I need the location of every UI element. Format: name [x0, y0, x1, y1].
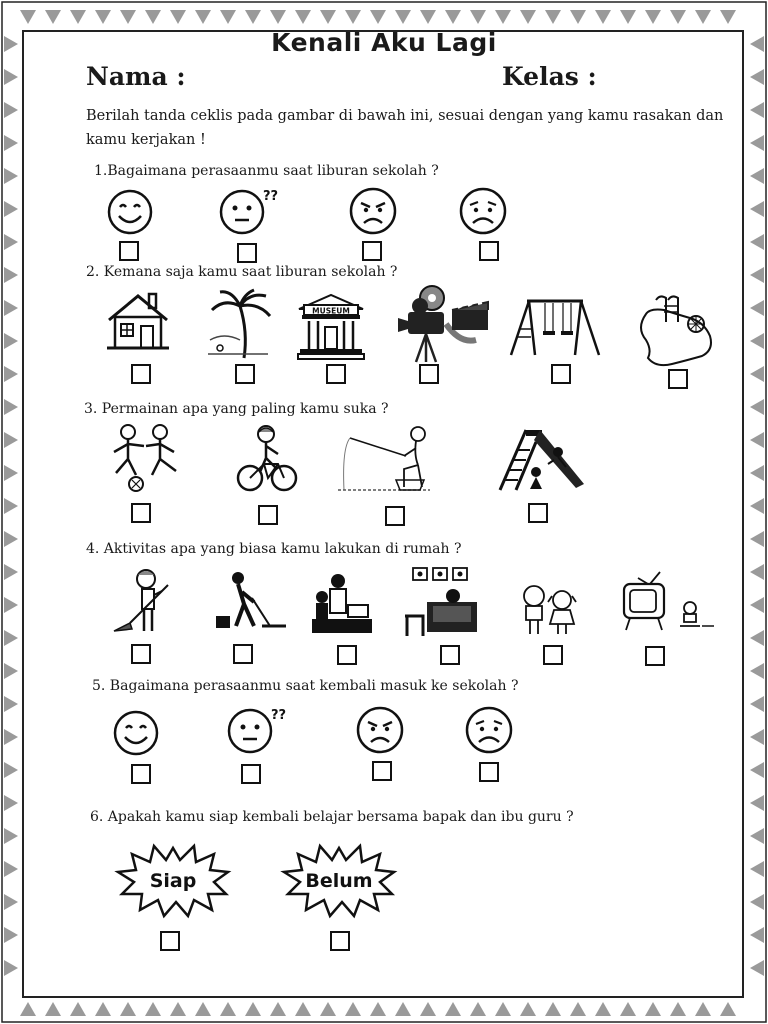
border-triangle	[95, 1002, 111, 1016]
border-triangle	[420, 1002, 436, 1016]
q3-checkbox-fishing[interactable]	[385, 506, 405, 526]
question-1: 1.Bagaimana perasaanmu saat liburan sekolah ?	[94, 163, 439, 179]
border-triangle	[4, 135, 18, 151]
q1-checkbox-sad[interactable]	[479, 241, 499, 261]
border-triangle	[620, 1002, 636, 1016]
border-triangle	[750, 696, 764, 712]
border-triangle	[270, 1002, 286, 1016]
swimming-pool-icon	[634, 292, 716, 370]
border-triangle	[750, 828, 764, 844]
border-triangle	[370, 1002, 386, 1016]
border-triangle	[220, 1002, 236, 1016]
border-triangle	[595, 10, 611, 24]
border-triangle	[620, 10, 636, 24]
border-triangle	[750, 201, 764, 217]
border-triangle	[320, 10, 336, 24]
border-triangle	[750, 102, 764, 118]
border-triangle	[120, 1002, 136, 1016]
border-triangle	[420, 10, 436, 24]
border-triangle	[4, 432, 18, 448]
confused-face-icon	[218, 186, 284, 236]
relaxing-icon	[403, 566, 481, 640]
border-triangle	[270, 10, 286, 24]
border-triangle	[750, 564, 764, 580]
not-yet-burst-icon	[280, 840, 398, 920]
border-triangle	[670, 1002, 686, 1016]
border-triangle	[170, 10, 186, 24]
border-triangle	[4, 69, 18, 85]
question-2: 2. Kemana saja kamu saat liburan sekolah ?	[86, 264, 398, 280]
name-label: Nama :	[86, 62, 186, 91]
border-triangle	[750, 960, 764, 976]
border-triangle	[4, 102, 18, 118]
border-triangle	[395, 10, 411, 24]
svg-text:MUSEUM: MUSEUM	[312, 306, 350, 316]
border-triangle	[4, 465, 18, 481]
border-triangle	[4, 795, 18, 811]
border-triangle	[750, 663, 764, 679]
border-triangle	[750, 69, 764, 85]
border-triangle	[4, 762, 18, 778]
q3-checkbox-slide[interactable]	[528, 503, 548, 523]
border-triangle	[4, 960, 18, 976]
border-triangle	[4, 300, 18, 316]
q3-checkbox-bicycle[interactable]	[258, 505, 278, 525]
q2-checkbox-museum[interactable]	[326, 364, 346, 384]
border-triangle	[4, 564, 18, 580]
svg-text:??: ??	[263, 189, 279, 204]
border-triangle	[545, 10, 561, 24]
border-triangle	[320, 1002, 336, 1016]
slide-icon	[496, 422, 588, 492]
q2-checkbox-pool[interactable]	[668, 369, 688, 389]
border-triangle	[750, 729, 764, 745]
question-4: 4. Aktivitas apa yang biasa kamu lakukan di rumah ?	[86, 541, 462, 557]
q2-checkbox-swing[interactable]	[551, 364, 571, 384]
border-triangle	[750, 927, 764, 943]
border-triangle	[470, 10, 486, 24]
border-triangle	[145, 10, 161, 24]
q1-checkbox-confused[interactable]	[237, 243, 257, 263]
q5-checkbox-angry[interactable]	[372, 761, 392, 781]
worksheet-title: Kenali Aku Lagi	[271, 28, 497, 57]
border-triangle	[750, 630, 764, 646]
border-triangle	[520, 1002, 536, 1016]
border-triangle	[445, 10, 461, 24]
border-triangle	[750, 399, 764, 415]
svg-text:??: ??	[271, 708, 287, 723]
border-triangle	[695, 10, 711, 24]
border-triangle	[750, 300, 764, 316]
border-triangle	[4, 201, 18, 217]
sweeping-icon	[110, 567, 172, 635]
q4-checkbox-mopping[interactable]	[233, 644, 253, 664]
q2-checkbox-house[interactable]	[131, 364, 151, 384]
cinema-icon	[396, 284, 492, 364]
border-triangle	[4, 663, 18, 679]
beach-icon	[206, 288, 278, 362]
border-triangle	[750, 894, 764, 910]
q1-checkbox-angry[interactable]	[362, 241, 382, 261]
ready-label: Siap	[149, 870, 197, 892]
border-triangle	[750, 498, 764, 514]
q6-checkbox-not-yet[interactable]	[330, 931, 350, 951]
happy-face-icon	[106, 188, 154, 236]
border-triangle	[4, 828, 18, 844]
border-triangle	[645, 10, 661, 24]
border-triangle	[4, 399, 18, 415]
mopping-icon	[212, 570, 288, 632]
border-triangle	[4, 861, 18, 877]
not-yet-label: Belum	[305, 870, 373, 892]
border-triangle	[750, 135, 764, 151]
border-triangle	[750, 861, 764, 877]
border-triangle	[220, 10, 236, 24]
ready-burst-icon	[114, 840, 232, 920]
q4-checkbox-cooking[interactable]	[337, 645, 357, 665]
tv-icon	[620, 568, 718, 638]
q2-checkbox-cinema[interactable]	[419, 364, 439, 384]
q6-checkbox-ready[interactable]	[160, 931, 180, 951]
border-triangle	[345, 1002, 361, 1016]
border-triangle	[750, 531, 764, 547]
question-6: 6. Apakah kamu siap kembali belajar bersama bapak dan ibu guru ?	[90, 809, 574, 825]
border-triangle	[145, 1002, 161, 1016]
border-triangle	[750, 366, 764, 382]
border-triangle	[720, 10, 736, 24]
border-triangle	[295, 10, 311, 24]
border-triangle	[750, 762, 764, 778]
border-triangle	[70, 1002, 86, 1016]
border-triangle	[495, 1002, 511, 1016]
border-triangle	[45, 10, 61, 24]
border-triangle	[670, 10, 686, 24]
border-triangle	[545, 1002, 561, 1016]
border-triangle	[570, 10, 586, 24]
border-triangle	[750, 597, 764, 613]
border-triangle	[20, 1002, 36, 1016]
q1-checkbox-happy[interactable]	[119, 241, 139, 261]
border-triangle	[195, 1002, 211, 1016]
border-triangle	[4, 894, 18, 910]
border-triangle	[750, 168, 764, 184]
cooking-icon	[310, 573, 374, 635]
border-triangle	[4, 729, 18, 745]
border-triangle	[645, 1002, 661, 1016]
border-triangle	[245, 1002, 261, 1016]
border-triangle	[4, 597, 18, 613]
border-triangle	[170, 1002, 186, 1016]
q3-checkbox-football[interactable]	[131, 503, 151, 523]
border-triangle	[4, 531, 18, 547]
border-triangle	[750, 267, 764, 283]
instruction-text: Berilah tanda ceklis pada gambar di bawah ini, sesuai dengan yang kamu rasakan dan kamu kerjakan !	[86, 108, 724, 148]
bicycle-icon	[236, 424, 298, 494]
q4-checkbox-tv[interactable]	[645, 646, 665, 666]
border-triangle	[570, 1002, 586, 1016]
border-triangle	[750, 795, 764, 811]
border-triangle	[470, 1002, 486, 1016]
q2-checkbox-beach[interactable]	[235, 364, 255, 384]
border-triangle	[4, 168, 18, 184]
q4-checkbox-sweeping[interactable]	[131, 644, 151, 664]
border-triangle	[195, 10, 211, 24]
border-triangle	[20, 10, 36, 24]
q5-checkbox-confused[interactable]	[241, 764, 261, 784]
angry-face-icon	[355, 705, 405, 755]
border-triangle	[750, 333, 764, 349]
sad-face-icon	[464, 705, 514, 755]
sad-face-icon	[458, 186, 508, 236]
house-icon	[105, 290, 171, 352]
border-triangle	[370, 10, 386, 24]
museum-icon	[296, 293, 366, 361]
border-triangle	[750, 234, 764, 250]
border-triangle	[245, 10, 261, 24]
border-triangle	[4, 630, 18, 646]
border-triangle	[445, 1002, 461, 1016]
border-triangle	[345, 10, 361, 24]
border-triangle	[4, 696, 18, 712]
q4-checkbox-playing[interactable]	[543, 645, 563, 665]
border-triangle	[70, 10, 86, 24]
border-triangle	[4, 333, 18, 349]
border-triangle	[4, 267, 18, 283]
border-triangle	[295, 1002, 311, 1016]
border-triangle	[4, 927, 18, 943]
border-triangle	[4, 234, 18, 250]
border-triangle	[45, 1002, 61, 1016]
border-triangle	[520, 10, 536, 24]
border-triangle	[720, 1002, 736, 1016]
q4-checkbox-relaxing[interactable]	[440, 645, 460, 665]
border-triangle	[750, 432, 764, 448]
border-triangle	[95, 10, 111, 24]
border-triangle	[395, 1002, 411, 1016]
football-kids-icon	[102, 422, 194, 494]
border-triangle	[120, 10, 136, 24]
border-triangle	[495, 10, 511, 24]
border-triangle	[695, 1002, 711, 1016]
angry-face-icon	[348, 186, 398, 236]
playground-swing-icon	[507, 297, 603, 357]
confused-face-icon	[226, 705, 292, 755]
question-3: 3. Permainan apa yang paling kamu suka ?	[84, 401, 389, 417]
class-label: Kelas :	[502, 62, 597, 91]
q5-checkbox-sad[interactable]	[479, 762, 499, 782]
question-5: 5. Bagaimana perasaanmu saat kembali masuk ke sekolah ?	[92, 678, 519, 694]
border-triangle	[750, 465, 764, 481]
fishing-icon	[336, 424, 432, 494]
playing-kids-icon	[516, 584, 582, 636]
border-triangle	[4, 366, 18, 382]
border-triangle	[4, 498, 18, 514]
happy-face-icon	[112, 709, 160, 757]
border-triangle	[595, 1002, 611, 1016]
q5-checkbox-happy[interactable]	[131, 764, 151, 784]
